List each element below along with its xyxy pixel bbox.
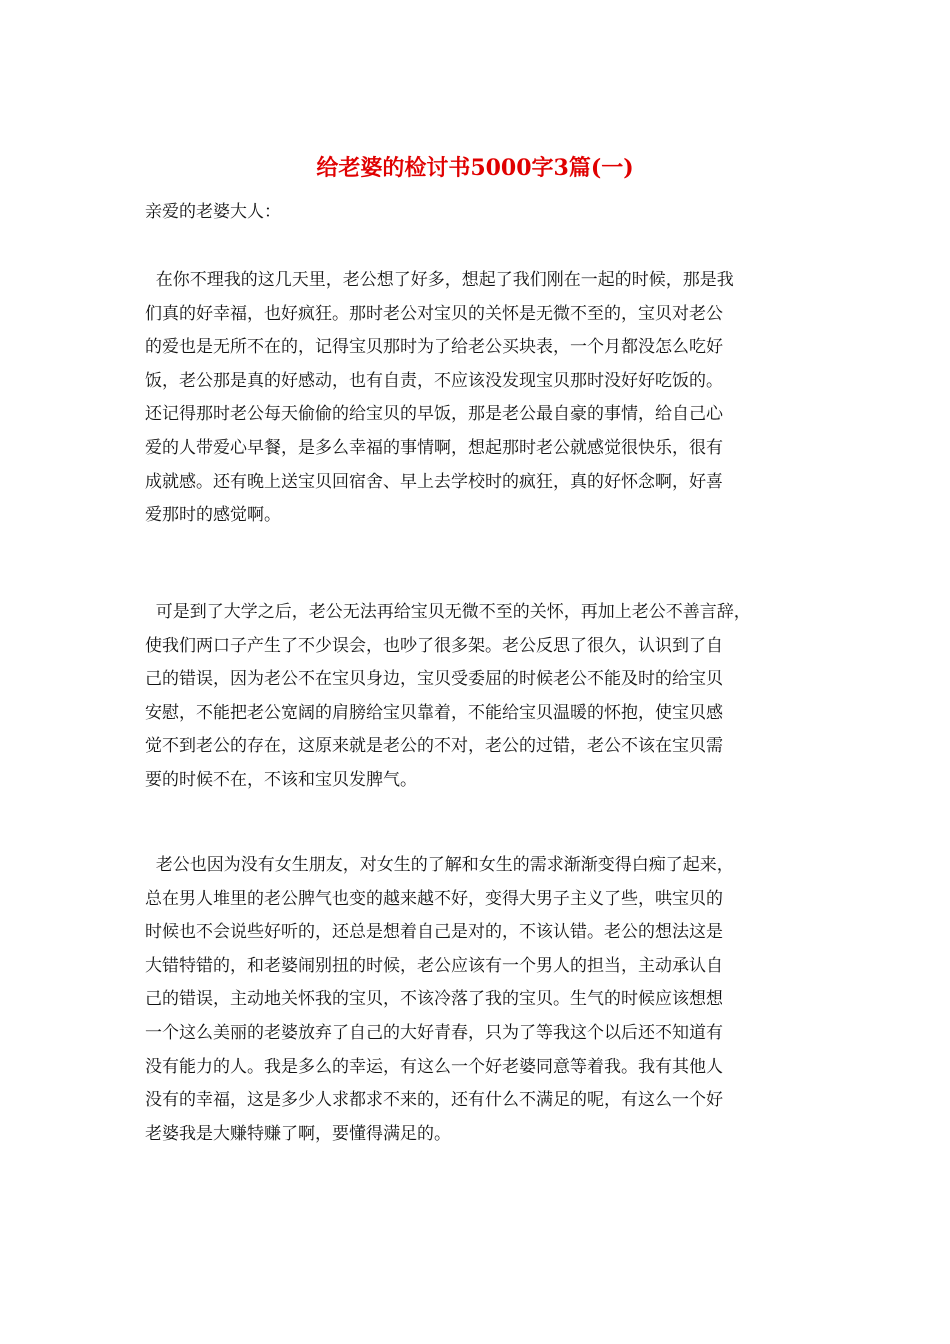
paragraph-line: 爱的人带爱心早餐，是多么幸福的事情啊，想起那时老公就感觉很快乐，很有 — [145, 437, 723, 458]
paragraph-line: 一个这么美丽的老婆放弃了自己的大好青春，只为了等我这个以后还不知道有 — [145, 1022, 723, 1043]
paragraph-2 — [145, 596, 805, 798]
paragraph-line: 老婆我是大赚特赚了啊，要懂得满足的。 — [145, 1123, 451, 1144]
document-title: 给老婆的检讨书5000字3篇(一) — [316, 155, 634, 181]
paragraph-line: 老公也因为没有女生朋友，对女生的了解和女生的需求渐渐变得白痴了起来， — [145, 855, 734, 875]
paragraph-line: 己的错误，主动地关怀我的宝贝，不该冷落了我的宝贝。生气的时候应该想想 — [145, 989, 723, 1010]
paragraph-line: 没有的幸福，这是多少人求都求不来的，还有什么不满足的呢，有这么一个好 — [145, 1090, 723, 1111]
paragraph-line: 成就感。还有晚上送宝贝回宿舍、早上去学校时的疯狂，真的好怀念啊，好喜 — [145, 471, 723, 492]
paragraph-line: 还记得那时老公每天偷偷的给宝贝的早饭，那是老公最自豪的事情，给自己心 — [145, 404, 723, 425]
salutation — [145, 196, 805, 230]
paragraph-line: 安慰，不能把老公宽阔的肩膀给宝贝靠着，不能给宝贝温暖的怀抱，使宝贝感 — [145, 702, 723, 723]
paragraph-line: 要的时候不在，不该和宝贝发脾气。 — [145, 769, 417, 790]
paragraph-1 — [145, 264, 805, 533]
paragraph-line: 觉不到老公的存在，这原来就是老公的不对，老公的过错，老公不该在宝贝需 — [145, 736, 723, 757]
paragraph-line: 的爱也是无所不在的，记得宝贝那时为了给老公买块表，一个月都没怎么吃好 — [145, 337, 723, 358]
paragraph-line: 大错特错的，和老婆闹别扭的时候，老公应该有一个男人的担当，主动承认自 — [145, 955, 723, 976]
paragraph-line: 在你不理我的这几天里，老公想了好多，想起了我们刚在一起的时候，那是我 — [145, 270, 734, 290]
salutation-line: 亲爱的老婆大人： — [145, 202, 281, 222]
paragraph-line: 可是到了大学之后，老公无法再给宝贝无微不至的关怀，再加上老公不善言辞， — [145, 602, 751, 622]
paragraph-line: 爱那时的感觉啊。 — [145, 505, 281, 526]
paragraph-line: 己的错误，因为老公不在宝贝身边，宝贝受委屈的时候老公不能及时的给宝贝 — [145, 669, 723, 690]
paragraph-line: 总在男人堆里的老公脾气也变的越来越不好，变得大男子主义了些，哄宝贝的 — [145, 888, 723, 909]
paragraph-line: 们真的好幸福，也好疯狂。那时老公对宝贝的关怀是无微不至的，宝贝对老公 — [145, 303, 723, 324]
paragraph-line: 饭，老公那是真的好感动，也有自责，不应该没发现宝贝那时没好好吃饭的。 — [145, 370, 723, 391]
paragraph-3 — [145, 849, 805, 1151]
paragraph-line: 使我们两口子产生了不少误会，也吵了很多架。老公反思了很久，认识到了自 — [145, 635, 723, 656]
paragraph-line: 没有能力的人。我是多么的幸运，有这么一个好老婆同意等着我。我有其他人 — [145, 1056, 723, 1077]
paragraph-line: 时候也不会说些好听的，还总是想着自己是对的，不该认错。老公的想法这是 — [145, 922, 723, 943]
